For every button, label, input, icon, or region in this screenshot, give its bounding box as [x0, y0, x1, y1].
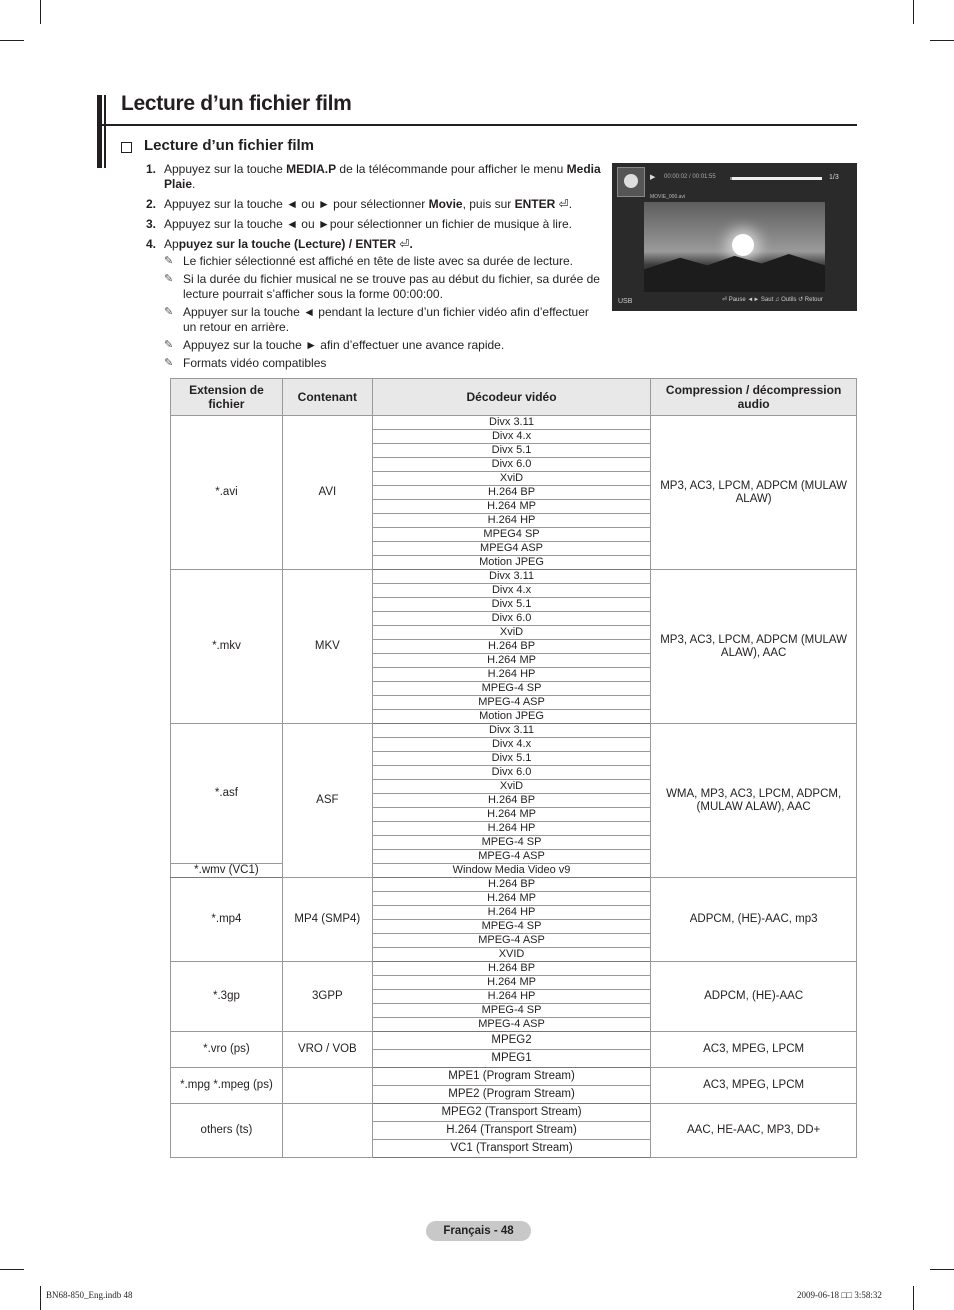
cell-decoder: H.264 HP — [372, 990, 650, 1004]
cell-extension: *.avi — [171, 416, 283, 570]
cell-decoder: H.264 HP — [372, 668, 650, 682]
cell-decoder: XVID — [372, 948, 650, 962]
cell-audio: MP3, AC3, LPCM, ADPCM (MULAW ALAW) — [651, 416, 857, 570]
cell-container: AVI — [282, 416, 372, 570]
cell-decoder: MPEG-4 SP — [372, 920, 650, 934]
cell-decoder: MPEG-4 SP — [372, 1004, 650, 1018]
cell-decoder: Divx 3.11 — [372, 570, 650, 584]
cell-decoder: H.264 MP — [372, 500, 650, 514]
cell-decoder: MPEG4 SP — [372, 528, 650, 542]
crop-mark — [40, 0, 41, 24]
cell-decoder: H.264 BP — [372, 962, 650, 976]
cell-decoder: H.264 HP — [372, 822, 650, 836]
table-row — [171, 878, 857, 892]
cell-audio: ADPCM, (HE)-AAC, mp3 — [651, 878, 857, 962]
cell-decoder: Divx 6.0 — [372, 612, 650, 626]
crop-mark — [930, 40, 954, 41]
table-row — [171, 1032, 857, 1050]
header-extension: Extension de fichier — [171, 379, 283, 416]
cell-decoder: MPE2 (Program Stream) — [372, 1086, 650, 1104]
crop-mark — [913, 1286, 914, 1310]
cell-audio: ADPCM, (HE)-AAC — [651, 962, 857, 1032]
cell-container: VRO / VOB — [282, 1032, 372, 1068]
play-icon: ▶ — [650, 174, 656, 181]
tv-screen-illustration — [612, 163, 857, 311]
cell-decoder: Divx 6.0 — [372, 458, 650, 472]
cell-extension: *.mpg *.mpeg (ps) — [171, 1068, 283, 1104]
cell-decoder: H.264 (Transport Stream) — [372, 1122, 650, 1140]
cell-decoder: MPEG4 ASP — [372, 542, 650, 556]
film-reel-icon — [617, 167, 645, 197]
crop-mark — [0, 40, 24, 41]
cell-decoder: Divx 3.11 — [372, 724, 650, 738]
print-file-info: BN68-850_Eng.indb 48 — [46, 1290, 133, 1300]
note-item: ✎ Le fichier sélectionné est affiché en tête de liste avec sa durée de lecture. — [164, 254, 574, 268]
cell-decoder: Window Media Video v9 — [372, 864, 650, 878]
crop-mark — [0, 1269, 24, 1270]
cell-decoder: H.264 MP — [372, 892, 650, 906]
note-icon: ✎ — [164, 273, 174, 285]
file-name: MOVIE_000.avi — [650, 194, 686, 200]
section-heading — [121, 137, 314, 154]
cell-decoder: H.264 BP — [372, 878, 650, 892]
cell-decoder: H.264 BP — [372, 640, 650, 654]
cell-extension: *.asf — [171, 724, 283, 864]
notes-list — [164, 254, 601, 371]
cell-decoder: H.264 MP — [372, 976, 650, 990]
cell-decoder: MPE1 (Program Stream) — [372, 1068, 650, 1086]
cell-decoder: H.264 MP — [372, 654, 650, 668]
cell-decoder: Motion JPEG — [372, 556, 650, 570]
cell-extension: *.mp4 — [171, 878, 283, 962]
step-2: 2. Appuyez sur la touche ◄ ou ► pour sélectionner Movie, puis sur ENTER ⏎. — [146, 197, 573, 211]
cell-container: MP4 (SMP4) — [282, 878, 372, 962]
video-formats-table — [170, 378, 857, 1158]
cell-decoder: Motion JPEG — [372, 710, 650, 724]
table-row — [171, 416, 857, 430]
cell-decoder: Divx 5.1 — [372, 444, 650, 458]
movie-frame-image — [644, 202, 825, 292]
cell-decoder: H.264 HP — [372, 514, 650, 528]
table-row — [171, 570, 857, 584]
cell-extension: *.wmv (VC1) — [171, 864, 283, 878]
cell-audio: AAC, HE-AAC, MP3, DD+ — [651, 1104, 857, 1158]
cell-decoder: Divx 5.1 — [372, 598, 650, 612]
cell-decoder: VC1 (Transport Stream) — [372, 1140, 650, 1158]
note-icon: ✎ — [164, 306, 174, 318]
cell-decoder: H.264 BP — [372, 486, 650, 500]
header-audio: Compression / décompression audio — [651, 379, 857, 416]
cell-decoder: Divx 4.x — [372, 738, 650, 752]
cell-extension: *.3gp — [171, 962, 283, 1032]
table-row — [171, 1068, 857, 1086]
cell-extension: others (ts) — [171, 1104, 283, 1158]
cell-decoder: Divx 3.11 — [372, 416, 650, 430]
step-4: 4. Appuyez sur la touche (Lecture) / ENTER ⏎. — [146, 237, 413, 251]
cell-decoder: MPEG1 — [372, 1050, 650, 1068]
cell-extension: *.vro (ps) — [171, 1032, 283, 1068]
cell-extension: *.mkv — [171, 570, 283, 724]
cell-decoder: MPEG2 — [372, 1032, 650, 1050]
cell-decoder: Divx 4.x — [372, 584, 650, 598]
header-decoder: Décodeur vidéo — [372, 379, 650, 416]
cell-decoder: H.264 MP — [372, 808, 650, 822]
progress-bar — [730, 177, 822, 180]
note-item: ✎ Appuyez sur la touche ► afin d’effectuer une avance rapide. — [164, 338, 505, 352]
enter-icon: ⏎ — [558, 197, 569, 211]
instruction-steps — [146, 162, 601, 374]
cell-container: MKV — [282, 570, 372, 724]
playback-time: 00:00:02 / 00:01:55 — [664, 174, 716, 180]
cell-decoder: MPEG-4 SP — [372, 682, 650, 696]
usb-source-label: USB — [618, 298, 633, 305]
crop-mark — [40, 1286, 41, 1310]
cell-decoder: H.264 BP — [372, 794, 650, 808]
table-header-row — [171, 379, 857, 416]
note-icon: ✎ — [164, 339, 174, 351]
page-number-badge: Français - 48 — [426, 1221, 531, 1241]
page-title: Lecture d’un fichier film — [121, 92, 352, 115]
cell-container — [282, 1068, 372, 1104]
cell-container: ASF — [282, 724, 372, 878]
crop-mark — [913, 0, 914, 24]
cell-decoder: MPEG2 (Transport Stream) — [372, 1104, 650, 1122]
note-item: ✎ Si la durée du fichier musical ne se trouve pas au début du fichier, sa durée de lecture pourrait s’afficher sous la forme 00:00:00. — [164, 272, 600, 301]
cell-decoder: MPEG-4 ASP — [372, 934, 650, 948]
table-row — [171, 962, 857, 976]
cell-decoder: Divx 4.x — [372, 430, 650, 444]
note-icon: ✎ — [164, 357, 174, 369]
print-date-info: 2009-06-18 □□ 3:58:32 — [797, 1290, 882, 1300]
crop-mark — [930, 1269, 954, 1270]
cell-audio: WMA, MP3, AC3, LPCM, ADPCM, (MULAW ALAW), AAC — [651, 724, 857, 878]
cell-decoder: Divx 5.1 — [372, 752, 650, 766]
cell-decoder: MPEG-4 ASP — [372, 696, 650, 710]
file-count: 1/3 — [829, 174, 839, 181]
control-hints: ⏎ Pause ◄► Saut ♫ Outils ↺ Retour — [722, 297, 823, 303]
cell-decoder: MPEG-4 ASP — [372, 1018, 650, 1032]
cell-decoder: MPEG-4 SP — [372, 836, 650, 850]
cell-audio: AC3, MPEG, LPCM — [651, 1032, 857, 1068]
step-1: 1. Appuyez sur la touche MEDIA.P de la télécommande pour afficher le menu Media Plaie. — [146, 162, 601, 191]
cell-container: 3GPP — [282, 962, 372, 1032]
checkbox-bullet-icon — [121, 142, 132, 153]
note-item: ✎ Formats vidéo compatibles — [164, 356, 327, 370]
cell-decoder: Divx 6.0 — [372, 766, 650, 780]
note-icon: ✎ — [164, 255, 174, 267]
header-container: Contenant — [282, 379, 372, 416]
step-3: 3. Appuyez sur la touche ◄ ou ►pour sélectionner un fichier de musique à lire. — [146, 217, 572, 231]
cell-decoder: XviD — [372, 626, 650, 640]
enter-icon: ⏎ — [399, 237, 410, 251]
note-item: ✎ Appuyer sur la touche ◄ pendant la lecture d’un fichier vidéo afin d’effectuer un retour en arrière. — [164, 305, 589, 334]
cell-decoder: XviD — [372, 780, 650, 794]
section-title: Lecture d’un fichier film — [144, 137, 315, 154]
cell-audio: MP3, AC3, LPCM, ADPCM (MULAW ALAW), AAC — [651, 570, 857, 724]
cell-decoder: XviD — [372, 472, 650, 486]
table-row — [171, 1104, 857, 1122]
cell-decoder: H.264 HP — [372, 906, 650, 920]
cell-decoder: MPEG-4 ASP — [372, 850, 650, 864]
cell-audio: AC3, MPEG, LPCM — [651, 1068, 857, 1104]
cell-container — [282, 1104, 372, 1158]
table-row — [171, 724, 857, 738]
